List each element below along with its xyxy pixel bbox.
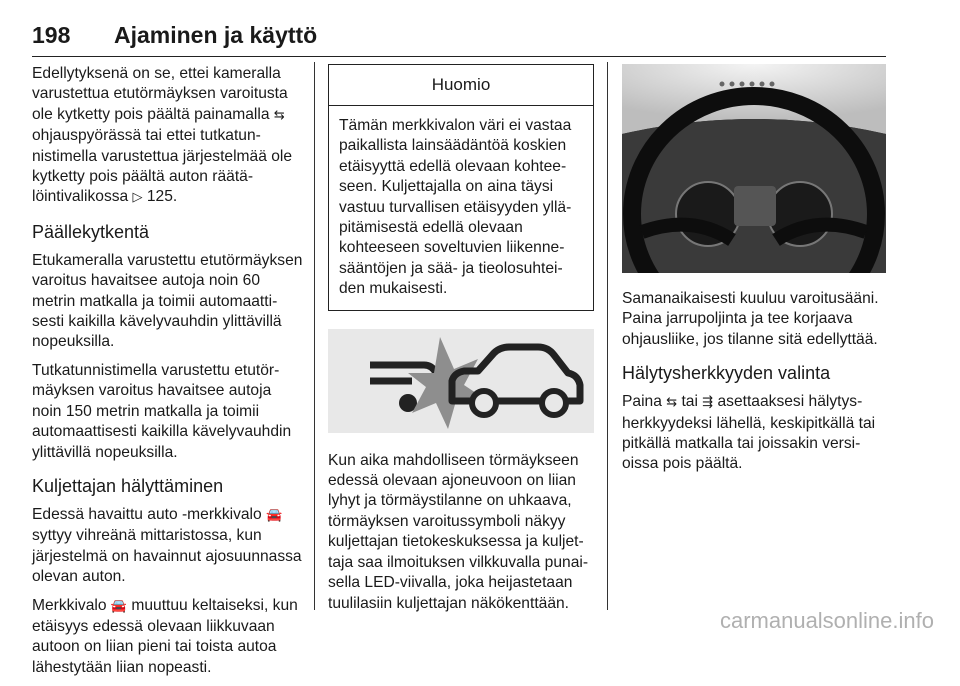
distance-button-icon: ⇆ xyxy=(666,395,678,411)
column-divider xyxy=(314,62,315,610)
section-heading: Kuljettajan hälyttäminen xyxy=(32,475,224,496)
collision-warning-illustration xyxy=(328,329,594,433)
dashboard-photo xyxy=(622,64,886,273)
column-divider xyxy=(607,62,608,610)
paragraph: Etukameralla varustettu etutörmäyksen varoitus havaitsee autoja noin 60 metrin matkalla ja toimii automaattisesti kaikilla kävelyvauhdin ylittävillä nopeuksilla. xyxy=(32,251,303,351)
paragraph: Edessä havaittu auto -merkkivalo 🚘 syttyy vihreänä mittaristossa, kun järjestelmä on havainnut ajosuunnassa olevan auton. xyxy=(32,505,302,586)
windshield-led-illustration xyxy=(622,64,886,273)
column-3 xyxy=(622,64,888,483)
car-ahead-icon: 🚘 xyxy=(266,507,283,523)
steering-wheel-button-icon: ⇆ xyxy=(273,107,285,123)
car-ahead-icon: 🚘 xyxy=(110,598,128,614)
paragraph: Tutkatunnistimella varustettu etutörmäyksen varoitus havaitsee autoja noin 150 metrin matkalla ja toimii automaattisesti kaikilla kävelyvauhdin ylittävillä nopeuksilla. xyxy=(32,361,292,461)
note-title: Huomio xyxy=(329,65,593,106)
paragraph: Merkkivalo 🚘 muuttuu keltaiseksi, kun etäisyys edessä olevaan liikkuvaan autoon on liian pieni tai toista autoa lähestytään liian nopeasti. xyxy=(32,596,298,676)
column-2 xyxy=(328,64,594,622)
page-header xyxy=(32,22,886,57)
section-heading: Hälytysherkkyyden valinta xyxy=(622,363,831,384)
paragraph: Samanaikaisesti kuuluu varoitusääni. Paina jarrupoljinta ja tee korjaava ohjausliike, jos tilanne sitä edellyttää. xyxy=(622,290,879,348)
column-1 xyxy=(32,64,304,686)
caution-note xyxy=(328,64,594,311)
collision-symbol-icon xyxy=(328,329,594,433)
distance-setting-icon: ⇶ xyxy=(702,395,714,411)
paragraph: Paina ⇆ tai ⇶ asettaaksesi hälytysherkkyydeksi lähellä, keskipitkällä tai pitkällä matkalla tai joissakin versioissa pois päältä. xyxy=(622,393,876,473)
paragraph: Kun aika mahdolliseen törmäykseen edessä olevaan ajoneuvoon on liian lyhyt ja törmäystilanne on uhkaava, törmäyksen varoitussymboli näkyy kuljettajan tietokeskuksessa ja kuljettaja saa ilmoituksen vilkkuvalla punaisella LED-viivalla, joka heijastetaan tuulilasiin kuljettajan näkökenttään. xyxy=(328,451,589,612)
watermark: carmanualsonline.info xyxy=(719,608,934,633)
page-number: 198 xyxy=(32,22,71,48)
note-body: Tämän merkkivalon väri ei vastaa paikallista lainsäädäntöä koskien etäisyyttä edellä olevaan kohteeseen. Kuljettajalla on aina täysi vastuu turvallisen etäisyyden ylläpitämisestä edellä olevaan kohteeseen soveltuvien liikennesääntöjen ja sää- ja tieolosuhteiden mukaisesti. xyxy=(339,117,572,298)
paragraph: Edellytyksenä on se, ettei kameralla varustettua etutörmäyksen varoitusta ole kytketty pois päältä painamalla ⇆ ohjauspyörässä tai ettei tutkatunnistimella varustettua järjestelmää ole kytketty pois päältä auton räätälöintivalikossa ▷ 125. xyxy=(32,65,293,206)
chapter-title: Ajaminen ja käyttö xyxy=(114,22,318,48)
page-reference-icon: ▷ xyxy=(132,190,143,206)
section-heading: Päällekytkentä xyxy=(32,221,150,242)
